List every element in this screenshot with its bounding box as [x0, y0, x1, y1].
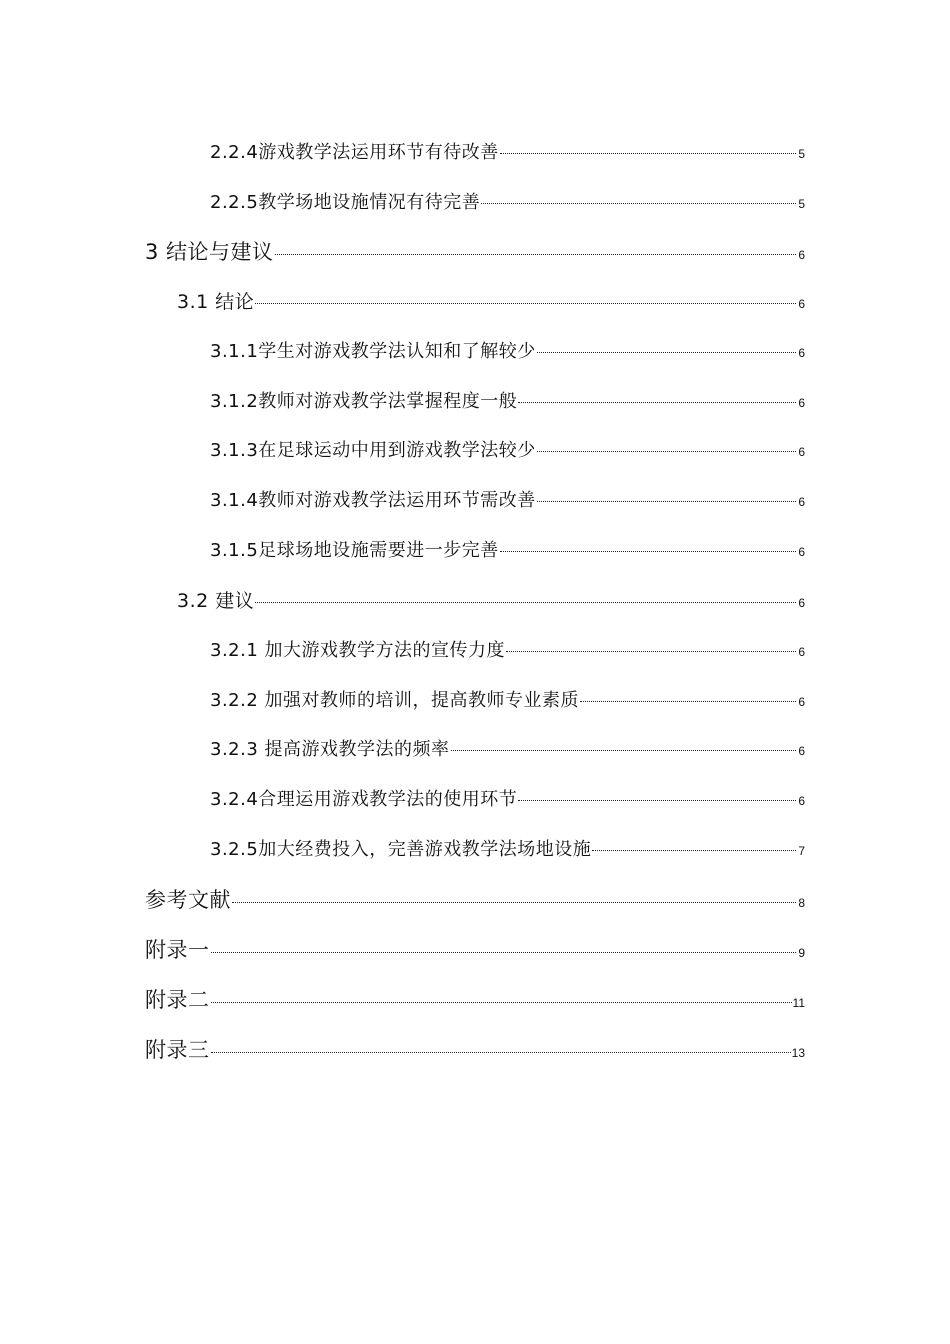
- toc-entry-page: 5: [798, 147, 805, 161]
- dot-leader: [537, 451, 796, 452]
- toc-entry-page: 6: [798, 545, 805, 559]
- toc-entry-3-1-4[interactable]: [210, 486, 805, 512]
- toc-entry-3-1-1[interactable]: [210, 337, 805, 363]
- dot-leader: [255, 303, 796, 304]
- toc-entry-3-2-4[interactable]: [210, 785, 805, 811]
- toc-entry-page: 6: [798, 346, 805, 360]
- dot-leader: [592, 850, 796, 851]
- toc-entry-page: 6: [798, 695, 805, 709]
- dot-leader: [211, 1052, 791, 1053]
- toc-entry-label: 3.2.4合理运用游戏教学法的使用环节: [210, 789, 518, 810]
- toc-entry-label: 3.2.2 加强对教师的培训，提高教师专业素质: [210, 690, 580, 711]
- toc-entry-3-2-3[interactable]: [210, 735, 805, 761]
- toc-entry-appendix-1[interactable]: [145, 934, 805, 964]
- toc-entry-page: 11: [792, 996, 805, 1010]
- dot-leader: [211, 952, 797, 953]
- toc-entry-label: 3.2.3 提高游戏教学法的频率: [210, 739, 450, 760]
- toc-entry-page: 9: [798, 946, 805, 960]
- dot-leader: [211, 1002, 792, 1003]
- toc-entry-3-1[interactable]: [177, 287, 805, 314]
- toc-entry-label: 3.1.5足球场地设施需要进一步完善: [210, 540, 499, 561]
- toc-entry-3-2-2[interactable]: [210, 686, 805, 712]
- dot-leader: [255, 602, 796, 603]
- dot-leader: [518, 800, 796, 801]
- toc-entry-label: 3.1.4教师对游戏教学法运用环节需改善: [210, 490, 536, 511]
- toc-entry-page: 6: [798, 396, 805, 410]
- dot-leader: [451, 750, 796, 751]
- toc-entry-page: 6: [798, 445, 805, 459]
- toc-entry-3-2-1[interactable]: [210, 636, 805, 662]
- toc-entry-label: 附录二: [145, 988, 210, 1012]
- toc-entry-label: 3.1.2教师对游戏教学法掌握程度一般: [210, 391, 518, 412]
- toc-entry-label: 3.2 建议: [177, 590, 255, 612]
- toc-entry-label: 2.2.4游戏教学法运用环节有待改善: [210, 142, 499, 163]
- toc-entry-page: 13: [791, 1046, 805, 1060]
- dot-leader: [537, 352, 796, 353]
- toc-entry-label: 附录三: [145, 1038, 210, 1062]
- toc-entry-page: 6: [798, 248, 805, 262]
- toc-entry-3[interactable]: [145, 236, 805, 266]
- dot-leader: [537, 501, 796, 502]
- toc-entry-page: 6: [798, 744, 805, 758]
- toc-entry-appendix-3[interactable]: [145, 1034, 805, 1064]
- dot-leader: [500, 153, 796, 154]
- toc-entry-2-2-5[interactable]: [210, 188, 805, 214]
- toc-entry-page: 8: [798, 896, 805, 910]
- dot-leader: [500, 551, 796, 552]
- toc-entry-references[interactable]: [145, 884, 805, 914]
- toc-entry-label: 参考文献: [145, 888, 231, 912]
- toc-entry-label: 3 结论与建议: [145, 240, 274, 264]
- toc-entry-label: 3.1.1学生对游戏教学法认知和了解较少: [210, 341, 536, 362]
- toc-entry-3-1-5[interactable]: [210, 536, 805, 562]
- dot-leader: [506, 651, 796, 652]
- toc-entry-label: 3.2.1 加大游戏教学方法的宣传力度: [210, 640, 506, 661]
- toc-entry-3-1-2[interactable]: [210, 387, 805, 413]
- toc-entry-page: 7: [798, 844, 805, 858]
- toc-entry-page: 6: [798, 645, 805, 659]
- dot-leader: [580, 701, 796, 702]
- toc-entry-label: 2.2.5教学场地设施情况有待完善: [210, 192, 481, 213]
- toc-entry-3-2-5[interactable]: [210, 835, 805, 861]
- toc-entry-page: 6: [798, 596, 805, 610]
- toc-entry-label: 3.1.3在足球运动中用到游戏教学法较少: [210, 440, 536, 461]
- dot-leader: [481, 203, 796, 204]
- dot-leader: [275, 254, 796, 255]
- toc-entry-appendix-2[interactable]: [145, 984, 805, 1014]
- toc-entry-2-2-4[interactable]: [210, 138, 805, 164]
- toc-entry-page: 6: [798, 297, 805, 311]
- toc-entry-page: 6: [798, 794, 805, 808]
- toc-entry-page: 6: [798, 495, 805, 509]
- dot-leader: [232, 902, 796, 903]
- toc-entry-3-2[interactable]: [177, 586, 805, 613]
- toc-entry-page: 5: [798, 197, 805, 211]
- toc-entry-label: 附录一: [145, 938, 210, 962]
- toc-entry-label: 3.2.5加大经费投入，完善游戏教学法场地设施: [210, 839, 592, 860]
- toc-entry-label: 3.1 结论: [177, 291, 255, 313]
- dot-leader: [518, 402, 796, 403]
- toc-entry-3-1-3[interactable]: [210, 436, 805, 462]
